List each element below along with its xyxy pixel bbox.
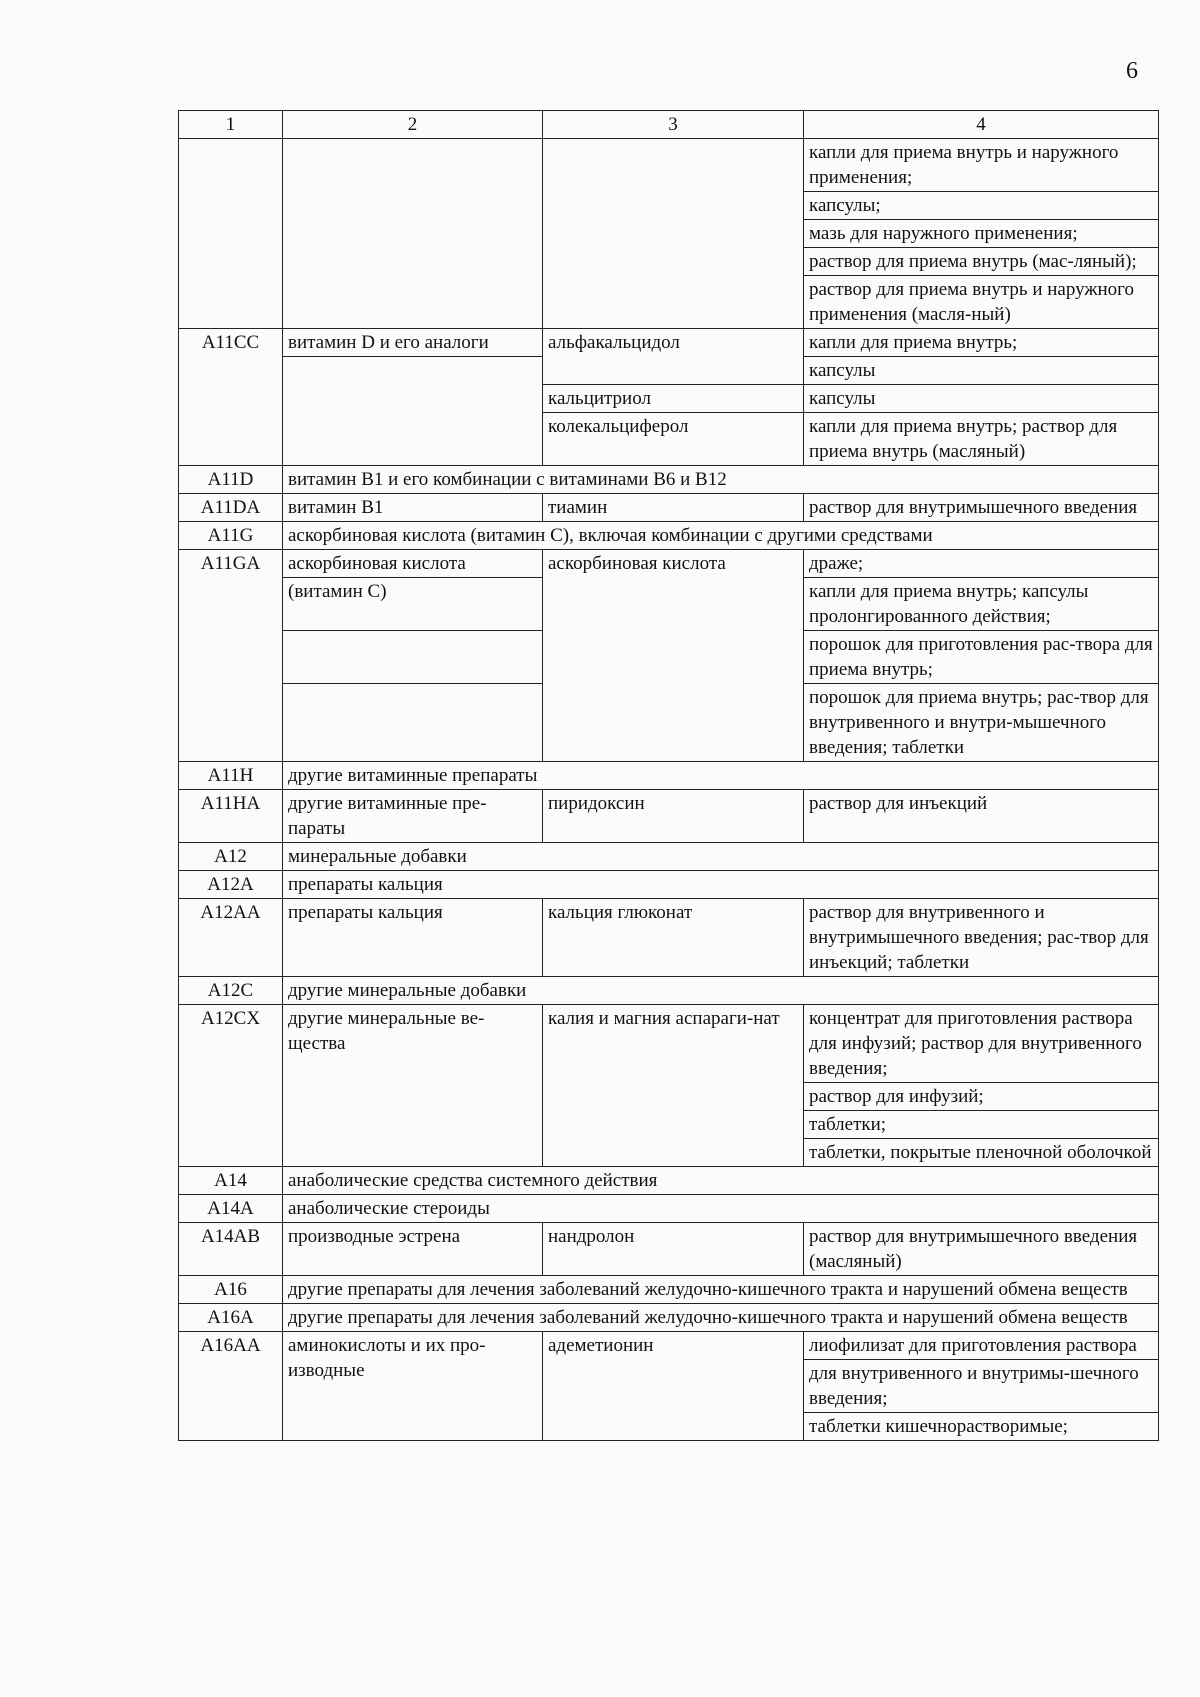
table-row	[179, 871, 1159, 899]
table-row	[179, 899, 1159, 977]
code-cell: A12	[179, 843, 283, 871]
drug-cell: калия и магния аспараги-нат	[543, 1005, 804, 1167]
table-row	[179, 550, 1159, 578]
group-span-cell: минеральные добавки	[283, 843, 1159, 871]
drug-cell: альфакальцидол	[543, 329, 804, 385]
group-cell	[283, 139, 543, 329]
form-cell: порошок для приготовления рас-твора для приема внутрь;	[804, 631, 1159, 684]
group-span-cell: другие минеральные добавки	[283, 977, 1159, 1005]
drug-cell	[543, 139, 804, 329]
form-cell: для внутривенного и внутримы-шечного введения;	[804, 1360, 1159, 1413]
group-cell: другие витаминные пре-параты	[283, 790, 543, 843]
table-row	[179, 790, 1159, 843]
group-cell: витамин D и его аналоги	[283, 329, 543, 357]
group-cell: препараты кальция	[283, 899, 543, 977]
form-cell: порошок для приема внутрь; рас-твор для внутривенного и внутри-мышечного введения; таблетки	[804, 684, 1159, 762]
table-row	[179, 1276, 1159, 1304]
group-span-cell: аскорбиновая кислота (витамин C), включая комбинации с другими средствами	[283, 522, 1159, 550]
form-cell: раствор для приема внутрь и наружного применения (масля-ный)	[804, 276, 1159, 329]
form-cell: капли для приема внутрь; капсулы пролонгированного действия;	[804, 578, 1159, 631]
code-cell: A16	[179, 1276, 283, 1304]
group-span-cell: другие препараты для лечения заболеваний желудочно-кишечного тракта и нарушений обмена веществ	[283, 1304, 1159, 1332]
code-cell: A11G	[179, 522, 283, 550]
group-span-cell: витамин B1 и его комбинации с витаминами B6 и B12	[283, 466, 1159, 494]
drug-cell: пиридоксин	[543, 790, 804, 843]
form-cell: таблетки кишечнорастворимые;	[804, 1413, 1159, 1441]
form-cell: мазь для наружного применения;	[804, 220, 1159, 248]
form-cell: капсулы	[804, 357, 1159, 385]
form-cell: капли для приема внутрь; раствор для приема внутрь (масляный)	[804, 413, 1159, 466]
drug-cell: кальцитриол	[543, 385, 804, 413]
group-cell	[283, 357, 543, 466]
group-cell: аскорбиновая кислота	[283, 550, 543, 578]
form-cell: раствор для внутривенного и внутримышечного введения; рас-твор для инъекций; таблетки	[804, 899, 1159, 977]
code-cell: A11CC	[179, 329, 283, 357]
code-cell: A12C	[179, 977, 283, 1005]
drug-cell: тиамин	[543, 494, 804, 522]
code-cell: A14	[179, 1167, 283, 1195]
table-row	[179, 1223, 1159, 1276]
group-span-cell: анаболические средства системного действия	[283, 1167, 1159, 1195]
group-span-cell: другие препараты для лечения заболеваний желудочно-кишечного тракта и нарушений обмена веществ	[283, 1276, 1159, 1304]
form-cell: капсулы;	[804, 192, 1159, 220]
code-cell: A14A	[179, 1195, 283, 1223]
form-cell: драже;	[804, 550, 1159, 578]
form-cell: лиофилизат для приготовления раствора	[804, 1332, 1159, 1360]
table-row	[179, 843, 1159, 871]
code-cell: A12CX	[179, 1005, 283, 1167]
code-cell: A11H	[179, 762, 283, 790]
form-cell: таблетки;	[804, 1111, 1159, 1139]
code-cell	[179, 357, 283, 466]
drug-cell: нандролон	[543, 1223, 804, 1276]
header-cell: 3	[543, 111, 804, 139]
table-row	[179, 1332, 1159, 1360]
form-cell: раствор для инфузий;	[804, 1083, 1159, 1111]
group-span-cell: анаболические стероиды	[283, 1195, 1159, 1223]
table-row	[179, 1195, 1159, 1223]
code-cell: A11D	[179, 466, 283, 494]
group-cell: витамин B1	[283, 494, 543, 522]
group-span-cell: другие витаминные препараты	[283, 762, 1159, 790]
header-row	[179, 111, 1159, 139]
drug-cell: кальция глюконат	[543, 899, 804, 977]
drug-table	[178, 110, 1159, 1441]
form-cell: концентрат для приготовления раствора для инфузий; раствор для внутривенного введения;	[804, 1005, 1159, 1083]
form-cell: раствор для внутримышечного введения	[804, 494, 1159, 522]
form-cell: капли для приема внутрь и наружного применения;	[804, 139, 1159, 192]
group-cell: производные эстрена	[283, 1223, 543, 1276]
form-cell: капсулы	[804, 385, 1159, 413]
header-cell: 4	[804, 111, 1159, 139]
group-cell	[283, 631, 543, 684]
drug-cell: колекальциферол	[543, 413, 804, 466]
code-cell: A11HA	[179, 790, 283, 843]
table-row	[179, 1005, 1159, 1083]
code-cell: A12AA	[179, 899, 283, 977]
page-number: 6	[1126, 58, 1138, 84]
code-cell: A11DA	[179, 494, 283, 522]
header-cell: 2	[283, 111, 543, 139]
form-cell: раствор для приема внутрь (мас-ляный);	[804, 248, 1159, 276]
code-cell: A16AA	[179, 1332, 283, 1441]
table-row	[179, 494, 1159, 522]
drug-cell: адеметионин	[543, 1332, 804, 1441]
group-cell	[283, 684, 543, 762]
table-row	[179, 139, 1159, 192]
group-cell: аминокислоты и их про-изводные	[283, 1332, 543, 1441]
table-row	[179, 522, 1159, 550]
form-cell: раствор для внутримышечного введения (масляный)	[804, 1223, 1159, 1276]
code-cell: A12A	[179, 871, 283, 899]
group-cell: (витамин C)	[283, 578, 543, 631]
code-cell: A11GA	[179, 550, 283, 762]
table-row	[179, 466, 1159, 494]
code-cell	[179, 139, 283, 329]
group-cell: другие минеральные ве-щества	[283, 1005, 543, 1167]
table-row	[179, 762, 1159, 790]
header-cell: 1	[179, 111, 283, 139]
code-cell: A14AB	[179, 1223, 283, 1276]
drug-cell: аскорбиновая кислота	[543, 550, 804, 762]
code-cell: A16A	[179, 1304, 283, 1332]
table-row	[179, 1304, 1159, 1332]
form-cell: таблетки, покрытые пленочной оболочкой	[804, 1139, 1159, 1167]
table-row	[179, 329, 1159, 357]
table-row	[179, 977, 1159, 1005]
form-cell: капли для приема внутрь;	[804, 329, 1159, 357]
group-span-cell: препараты кальция	[283, 871, 1159, 899]
table-row	[179, 1167, 1159, 1195]
form-cell: раствор для инъекций	[804, 790, 1159, 843]
